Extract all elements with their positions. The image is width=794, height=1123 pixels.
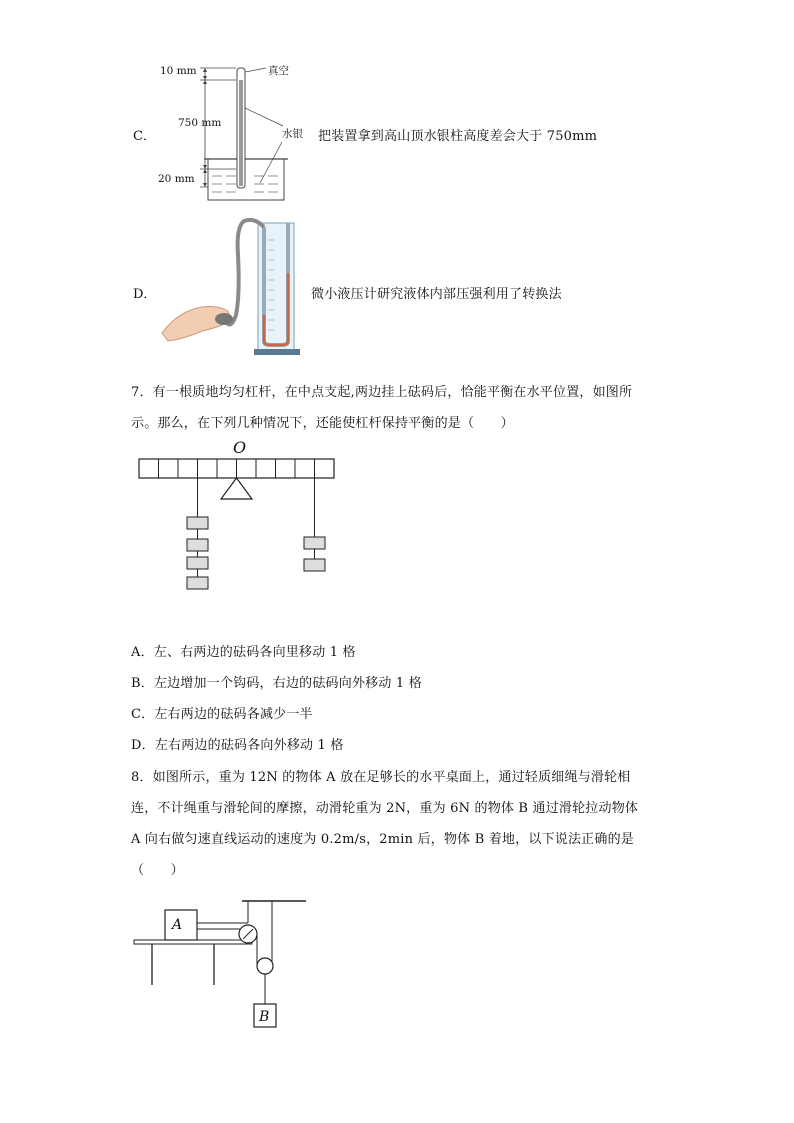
option-d-text: 微小液压计研究液体内部压强利用了转换法 [311,287,562,302]
q7-option-b: B．左边增加一个钩码，右边的砝码向外移动 1 格 [131,676,422,691]
block-a-label: A [172,917,183,933]
label-10mm: 10 mm [160,65,197,77]
q7-option-a: A．左、右两边的砝码各向里移动 1 格 [131,645,356,660]
q7-option-d: D．左右两边的砝码各向外移动 1 格 [131,738,344,753]
lever-pivot-label: O [233,438,247,457]
q8-stem-line2: 连，不计绳重与滑轮间的摩擦，动滑轮重为 2N，重为 6N 的物体 B 通过滑轮拉动物体 [131,801,639,816]
u-tube-manometer-figure [158,215,308,365]
label-750mm: 750 mm [178,117,222,129]
option-c-text: 把装置拿到高山顶水银柱高度差会大于 750mm [318,129,598,144]
block-b-label: B [259,1009,270,1025]
q8-stem-line1: 8．如图所示，重为 12N 的物体 A 放在足够长的水平桌面上，通过轻质细绳与滑轮相 [131,770,631,785]
label-vacuum: 真空 [268,65,289,77]
q8-stem-line4: （ ） [131,863,184,878]
option-d-letter: D． [133,287,157,302]
q7-stem-line2: 示。那么，在下列几种情况下，还能使杠杆保持平衡的是（ ） [131,416,514,431]
q7-stem-line1: 7．有一根质地均匀杠杆，在中点支起,两边挂上砝码后，恰能平衡在水平位置，如图所 [131,385,633,400]
lever-figure [135,455,340,600]
label-mercury: 水银 [282,128,303,140]
label-20mm: 20 mm [158,173,195,185]
q7-option-c: C．左右两边的砝码各减少一半 [131,707,313,722]
option-c-letter: C． [133,129,156,144]
pulley-figure [130,893,315,1033]
q8-stem-line3: A 向右做匀速直线运动的速度为 0.2m/s，2min 后，物体 B 着地，以下说法正确的是 [131,832,634,847]
